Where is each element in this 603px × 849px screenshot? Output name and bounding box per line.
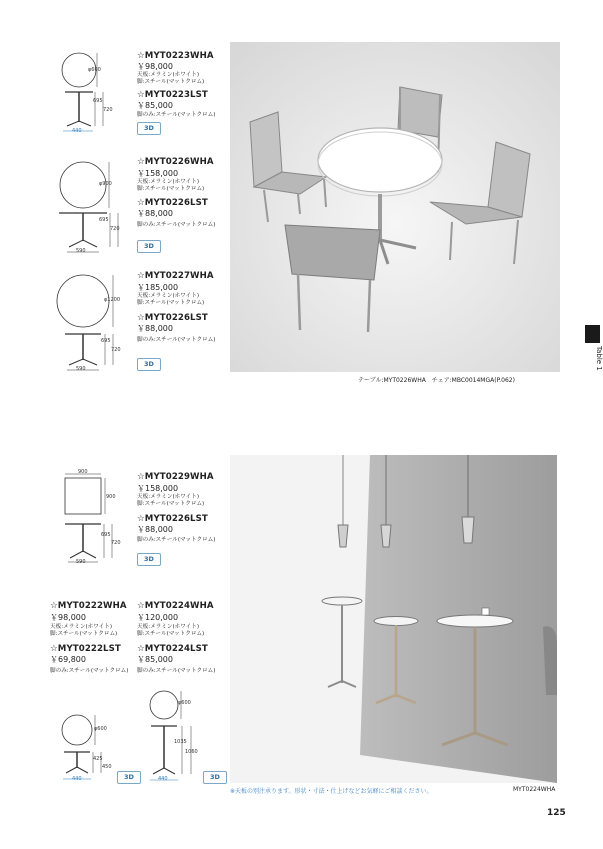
product-name: ☆MYT0222WHA <box>50 601 127 611</box>
dim-height: 1035 <box>174 739 187 745</box>
footnote: ※天板の別注承ります。形状・寸法・仕上げなどお気軽にご相談ください。 <box>230 788 433 795</box>
spec-leg: 脚:スチール(マットクロム) <box>137 300 205 306</box>
dim-height: 695 <box>101 338 111 344</box>
spec-legs-only: 脚のみ:スチール(マットクロム) <box>137 537 216 543</box>
dim-base-width: 590 <box>76 559 86 565</box>
dim-base-width: 440 <box>72 776 82 782</box>
spec-top: 天板:メラミン(ホワイト) <box>137 293 200 299</box>
spec-leg: 脚:スチール(マットクロム) <box>137 186 205 192</box>
dim-depth: 900 <box>106 494 116 500</box>
bottom-photo-caption: MYT0224WHA <box>513 786 556 793</box>
product-name-legs: ☆MYT0223LST <box>137 90 208 100</box>
dim-total-height: 720 <box>110 226 120 232</box>
myt0223-drawing <box>55 48 135 138</box>
dim-height: 425 <box>93 756 103 762</box>
top-photo <box>230 42 560 372</box>
myt0226-drawing <box>55 157 135 257</box>
dim-total-height: 720 <box>103 107 113 113</box>
3d-badge[interactable]: 3D <box>117 771 141 784</box>
product-name-legs: ☆MYT0222LST <box>50 644 121 654</box>
spec-top: 天板:メラミン(ホワイト) <box>137 624 200 630</box>
spec-leg: 脚:スチール(マットクロム) <box>137 501 205 507</box>
dim-total-height: 720 <box>111 540 121 546</box>
dim-height: 695 <box>101 532 111 538</box>
product-name-legs: ☆MYT0226LST <box>137 313 208 323</box>
3d-badge[interactable]: 3D <box>203 771 227 784</box>
3d-badge[interactable]: 3D <box>137 240 161 253</box>
product-name-legs: ☆MYT0226LST <box>137 514 208 524</box>
dim-height: 695 <box>99 217 109 223</box>
top-photo-caption: テーブル:MYT0226WHA チェア:MBC0014MGA(P.062) <box>358 377 515 384</box>
dim-total-height: 1060 <box>185 749 198 755</box>
dim-base-width: 590 <box>76 248 86 254</box>
spec-legs-only: 脚のみ:スチール(マットクロム) <box>137 337 216 343</box>
myt0227-drawing <box>55 270 135 375</box>
dim-diameter: φ1200 <box>104 297 121 303</box>
spec-leg: 脚:スチール(マットクロム) <box>50 631 118 637</box>
product-price-legs: ￥88,000 <box>137 525 173 534</box>
product-price: ￥98,000 <box>50 613 86 622</box>
3d-badge[interactable]: 3D <box>137 122 161 135</box>
product-price-legs: ￥85,000 <box>137 655 173 664</box>
3d-badge[interactable]: 3D <box>137 358 161 371</box>
dim-diameter: φ900 <box>99 181 112 187</box>
spec-legs-only: 脚のみ:スチール(マットクロム) <box>137 222 216 228</box>
product-price: ￥185,000 <box>137 283 179 292</box>
product-name-legs: ☆MYT0226LST <box>137 198 208 208</box>
dim-diameter: φ600 <box>178 700 191 706</box>
dim-diameter: φ600 <box>94 726 107 732</box>
spec-top: 天板:メラミン(ホワイト) <box>137 179 200 185</box>
bottom-photo <box>230 455 557 783</box>
product-name: ☆MYT0223WHA <box>137 51 214 61</box>
section-label: Table 1 <box>595 346 603 371</box>
product-name: ☆MYT0224WHA <box>137 601 214 611</box>
product-name: ☆MYT0227WHA <box>137 271 214 281</box>
dim-total-height: 720 <box>111 347 121 353</box>
product-name: ☆MYT0226WHA <box>137 157 214 167</box>
dim-width: 900 <box>78 469 88 475</box>
bar-tables-illustration <box>230 455 557 783</box>
spec-top: 天板:メラミン(ホワイト) <box>137 494 200 500</box>
dim-base-width: 440 <box>158 776 168 782</box>
product-price-legs: ￥69,800 <box>50 655 86 664</box>
dim-base-width: 590 <box>76 366 86 372</box>
myt0229-drawing <box>55 470 135 570</box>
product-price: ￥120,000 <box>137 613 179 622</box>
spec-legs-only: 脚のみ:スチール(マットクロム) <box>137 112 216 118</box>
dim-base-width: 440 <box>72 128 82 134</box>
spec-leg: 脚:スチール(マットクロム) <box>137 79 205 85</box>
product-name: ☆MYT0229WHA <box>137 472 214 482</box>
spec-top: 天板:メラミン(ホワイト) <box>50 624 113 630</box>
3d-badge[interactable]: 3D <box>137 553 161 566</box>
section-tab-marker <box>585 325 600 343</box>
spec-legs-only: 脚のみ:スチール(マットクロム) <box>50 668 129 674</box>
product-price-legs: ￥88,000 <box>137 324 173 333</box>
page-number: 125 <box>547 808 566 818</box>
dim-height: 695 <box>93 98 103 104</box>
product-price: ￥158,000 <box>137 484 179 493</box>
product-price: ￥98,000 <box>137 62 173 71</box>
product-name-legs: ☆MYT0224LST <box>137 644 208 654</box>
spec-legs-only: 脚のみ:スチール(マットクロム) <box>137 668 216 674</box>
product-price: ￥158,000 <box>137 169 179 178</box>
spec-top: 天板:メラミン(ホワイト) <box>137 72 200 78</box>
product-price-legs: ￥88,000 <box>137 209 173 218</box>
dining-set-illustration <box>230 42 560 372</box>
product-price-legs: ￥85,000 <box>137 101 173 110</box>
dim-diameter: φ600 <box>88 67 101 73</box>
spec-leg: 脚:スチール(マットクロム) <box>137 631 205 637</box>
dim-total-height: 450 <box>102 764 112 770</box>
